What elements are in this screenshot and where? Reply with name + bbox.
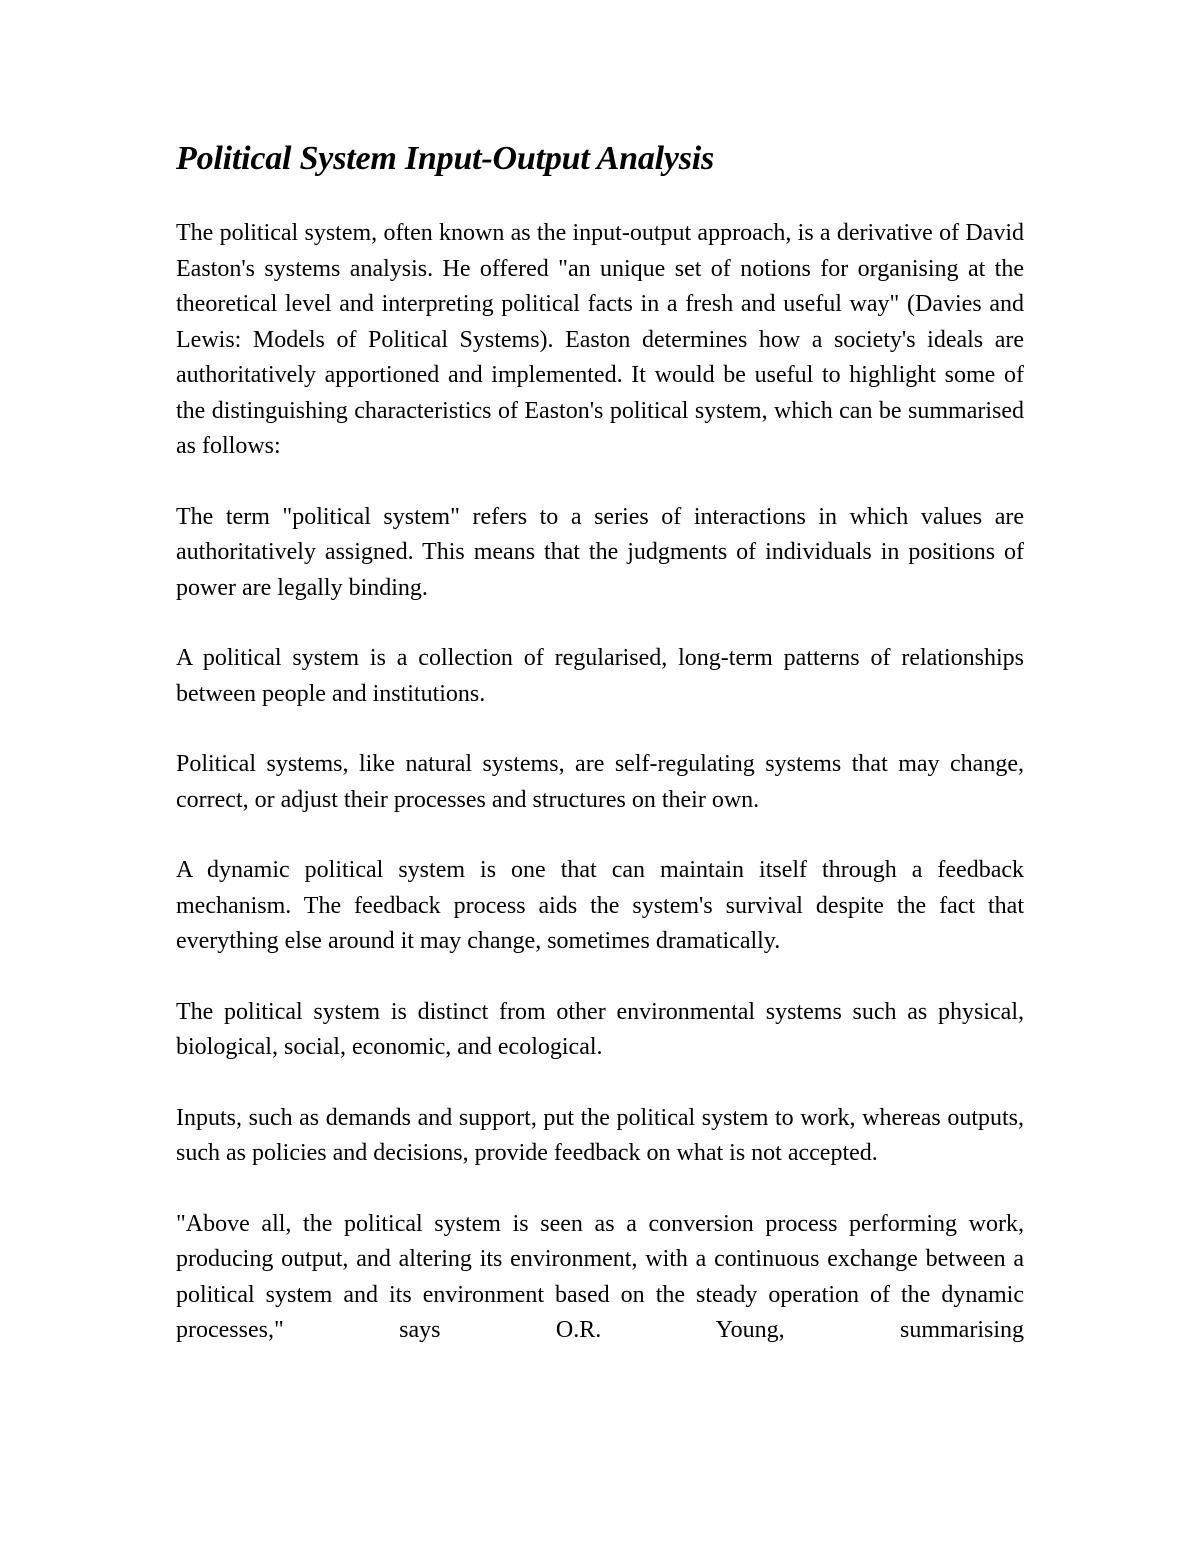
document-body [176, 136, 1024, 1349]
paragraph-inputs-outputs: Inputs, such as demands and support, put the political system to work, whereas outputs, such as policies and decisions, provide feedback on what is not accepted. [176, 1104, 1024, 1166]
paragraph-feedback: A dynamic political system is one that can maintain itself through a feedback mechanism. The feedback process aids the system's survival despite the fact that everything else around it may change, sometimes dramatically. [176, 857, 1024, 954]
paragraph-self-regulating: Political systems, like natural systems, are self-regulating systems that may change, correct, or adjust their processes and structures on their own. [176, 751, 1024, 813]
paragraph-young-quote: "Above all, the political system is seen as a conversion process performing work, producing output, and altering its environment, with a continuous exchange between a political system and its environment based on the steady operation of the dynamic processes," says O.R. Young, summarising [176, 1210, 1024, 1343]
paragraph-distinct: The political system is distinct from other environmental systems such as physical, biological, social, economic, and ecological. [176, 998, 1024, 1060]
paragraph-definition: The term "political system" refers to a series of interactions in which values are authoritatively assigned. This means that the judgments of individuals in positions of power are legally binding. [176, 503, 1024, 601]
document-title: Political System Input-Output Analysis [176, 140, 715, 177]
paragraph-patterns: A political system is a collection of regularised, long-term patterns of relationships between people and institutions. [176, 645, 1024, 707]
paragraph-intro: The political system, often known as the input-output approach, is a derivative of David Easton's systems analysis. He offered "an unique set of notions for organising at the theoretical level and interpreting political facts in a fresh and useful way" (Davies and Lewis: Models of Political Systems). Easton determines how a society's ideals are authoritatively apportioned and implemented. It would be useful to highlight some of the distinguishing characteristics of Easton's political system, which can be summarised as follows: [176, 220, 1024, 459]
